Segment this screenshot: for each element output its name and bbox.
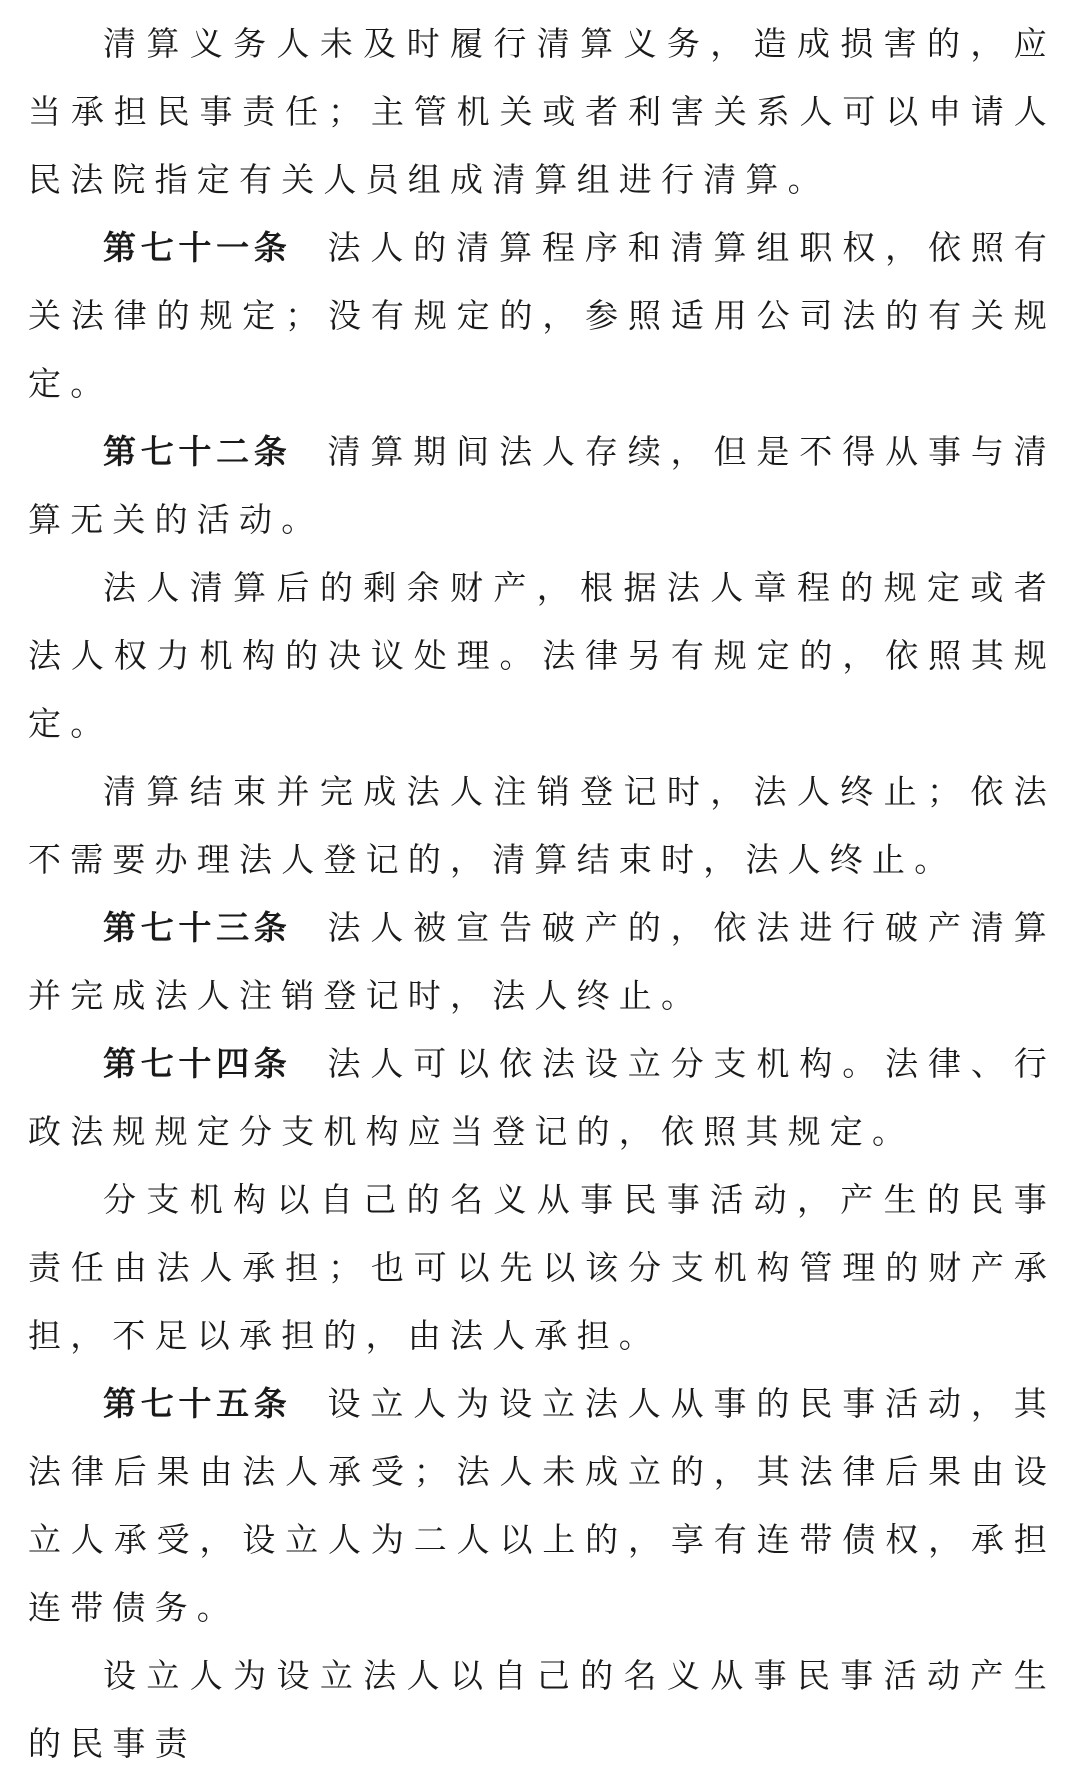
paragraph-text: 法人被宣告破产的，依法进行破产清算并完成法人注销登记时，法人终止。 bbox=[28, 908, 1057, 1015]
paragraph-text: 法人可以依法设立分支机构。法律、行政法规规定分支机构应当登记的，依照其规定。 bbox=[28, 1044, 1057, 1151]
paragraph-article-72 bbox=[28, 418, 1056, 554]
paragraph-text: 清算期间法人存续，但是不得从事与清算无关的活动。 bbox=[28, 432, 1057, 539]
paragraph-article-75 bbox=[28, 1370, 1056, 1642]
paragraph-article-74 bbox=[28, 1030, 1056, 1166]
article-number: 第七十五条 bbox=[103, 1384, 292, 1423]
document-page bbox=[28, 10, 1056, 1778]
paragraph-text: 清算义务人未及时履行清算义务，造成损害的，应当承担民事责任；主管机关或者利害关系人可以申请人民法院指定有关人员组成清算组进行清算。 bbox=[28, 24, 1056, 199]
paragraph-article-71 bbox=[28, 214, 1056, 418]
paragraph-text: 法人清算后的剩余财产，根据法人章程的规定或者法人权力机构的决议处理。法律另有规定的，依照其规定。 bbox=[28, 568, 1056, 743]
paragraph-text: 设立人为设立法人从事的民事活动，其法律后果由法人承受；法人未成立的，其法律后果由设立人承受，设立人为二人以上的，享有连带债权，承担连带债务。 bbox=[28, 1384, 1057, 1627]
paragraph-text: 清算结束并完成法人注销登记时，法人终止；依法不需要办理法人登记的，清算结束时，法人终止。 bbox=[28, 772, 1056, 879]
paragraph-liquidation-duty bbox=[28, 10, 1056, 214]
article-number: 第七十二条 bbox=[103, 432, 292, 471]
paragraph-text: 设立人为设立法人以自己的名义从事民事活动产生的民事责 bbox=[28, 1656, 1056, 1763]
article-number: 第七十一条 bbox=[103, 228, 292, 267]
paragraph-text: 分支机构以自己的名义从事民事活动，产生的民事责任由法人承担；也可以先以该分支机构管理的财产承担，不足以承担的，由法人承担。 bbox=[28, 1180, 1056, 1355]
paragraph-remaining-property bbox=[28, 554, 1056, 758]
paragraph-article-73 bbox=[28, 894, 1056, 1030]
paragraph-founder-own-name bbox=[28, 1642, 1056, 1778]
paragraph-branch-liability bbox=[28, 1166, 1056, 1370]
paragraph-text: 法人的清算程序和清算组职权，依照有关法律的规定；没有规定的，参照适用公司法的有关规定。 bbox=[28, 228, 1057, 403]
article-number: 第七十三条 bbox=[103, 908, 292, 947]
article-number: 第七十四条 bbox=[103, 1044, 292, 1083]
paragraph-termination bbox=[28, 758, 1056, 894]
